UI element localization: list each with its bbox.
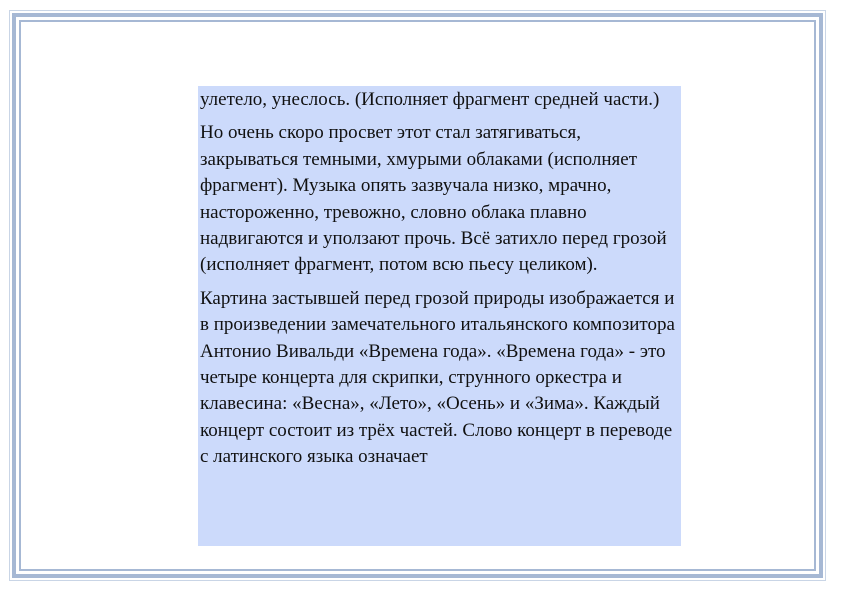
- text-box: [198, 86, 681, 546]
- paragraph-1: улетело, унеслось. (Исполняет фрагмент средней части.): [200, 89, 660, 110]
- paragraph-2: Но очень скоро просвет этот стал затягиваться, закрываться темными, хмурыми облаками (исполняет фрагмент). Музыка опять зазвучала низко, мрачно, настороженно, тревожно, словно облака плавно надвигаются и уползают прочь. Всё затихло перед грозой (исполняет фрагмент, потом всю пьесу целиком).: [200, 122, 667, 276]
- paragraph-3: Картина застывшей перед грозой природы изображается и в произведении замечательного итальянского композитора Антонио Вивальди «Времена года». «Времена года» - это четыре концерта для скрипки, струнного оркестра и клавесина: «Весна», «Лето», «Осень» и «Зима». Каждый концерт состоит из трёх частей. Слово концерт в переводе с латинского языка означает: [200, 287, 675, 468]
